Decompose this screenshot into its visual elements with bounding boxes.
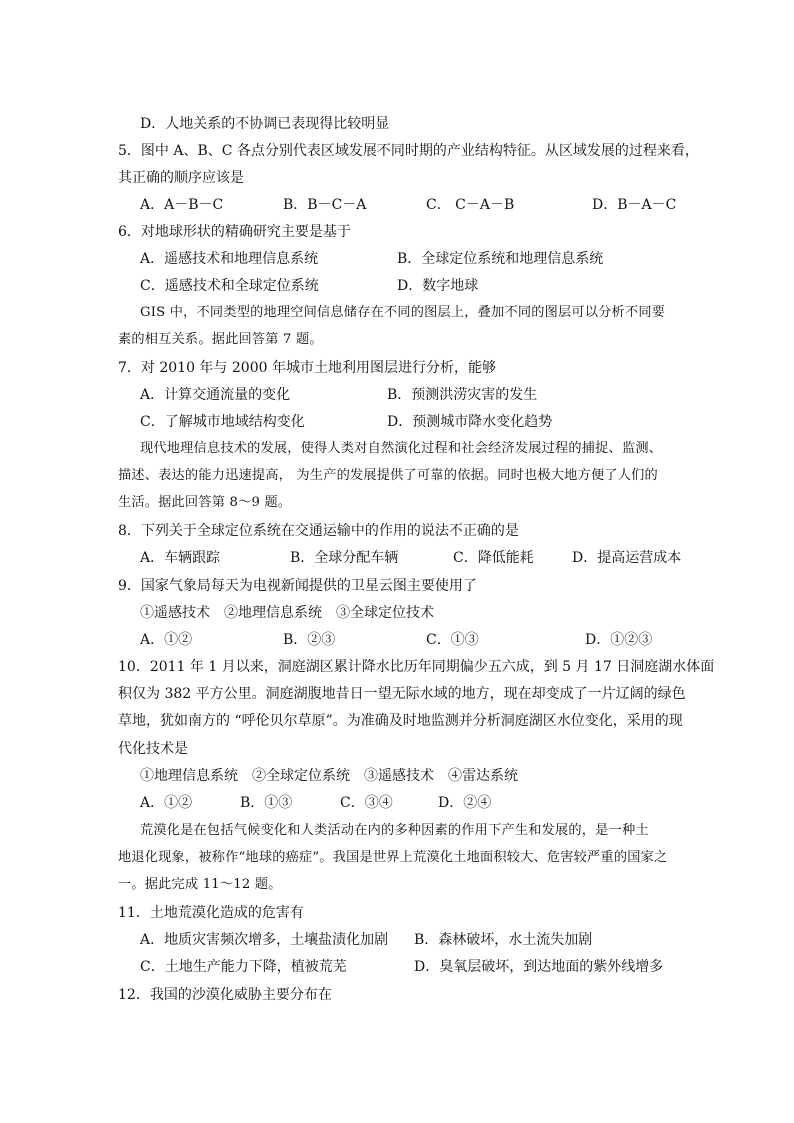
q8-option-d: D．提高运营成本 <box>572 550 682 566</box>
q10-option-a: A．①② <box>140 795 193 811</box>
q9-option-d: D．①②③ <box>585 632 653 648</box>
passage-desert-line3: 一。据此完成 11～12 题。 <box>118 877 282 892</box>
passage-tech-line2: 描述、表达的能力迅速提高， 为生产的发展提供了可靠的依据。同时也极大地方便了人们的 <box>118 468 658 483</box>
q6-option-d: D．数字地球 <box>397 278 479 294</box>
q8-option-a: A．车辆跟踪 <box>140 550 221 566</box>
q11-option-d: D．臭氧层破坏，到达地面的紫外线增多 <box>414 959 664 975</box>
passage-tech-line3: 生活。据此回答第 8～9 题。 <box>118 495 292 510</box>
q10-option-d: D．②④ <box>438 795 492 811</box>
q10-option-c: C．③④ <box>340 795 393 811</box>
q11-option-c: C．土地生产能力下降，植被荒芜 <box>140 959 347 975</box>
q9-option-c: C．①③ <box>426 632 479 648</box>
q7-stem: 7．对 2010 年与 2000 年城市土地利用图层进行分析，能够 <box>118 360 496 376</box>
q10-stem-line3: 草地，犹如南方的 “呼伦贝尔草原”。为准确及时地监测并分析洞庭湖区水位变化，采用的现 <box>118 713 683 729</box>
q10-stem-line4: 代化技术是 <box>118 741 188 757</box>
q9-option-b: B．②③ <box>283 632 336 648</box>
q11-stem: 11．土地荒漠化造成的危害有 <box>118 905 304 921</box>
q8-stem: 8．下列关于全球定位系统在交通运输中的作用的说法不正确的是 <box>118 523 519 539</box>
q11-option-b: B．森林破坏，水土流失加剧 <box>414 932 593 948</box>
passage-gis-line2: 素的相互关系。据此回答第 7 题。 <box>118 332 323 347</box>
q5-option-d: D．B－A－C <box>592 197 677 213</box>
q5-stem-line2: 其正确的顺序应该是 <box>118 170 244 186</box>
q10-option-b: B．①③ <box>240 795 293 811</box>
q5-option-b: B．B－C－A <box>283 197 367 213</box>
q9-items: ①遥感技术 ②地理信息系统 ③全球定位技术 <box>140 605 434 621</box>
q7-option-c: C．了解城市地域结构变化 <box>140 414 305 430</box>
q6-option-b: B．全球定位系统和地理信息系统 <box>397 251 604 267</box>
q5-stem-line1: 5．图中 A、B、C 各点分别代表区域发展不同时期的产业结构特征。从区域发展的过程来看， <box>118 143 699 159</box>
passage-tech-line1: 现代地理信息技术的发展，使得人类对自然演化过程和社会经济发展过程的捕捉、监测、 <box>140 441 663 456</box>
q6-option-c: C．遥感技术和全球定位系统 <box>140 278 319 294</box>
q6-stem: 6．对地球形状的精确研究主要是基于 <box>118 224 351 240</box>
q8-option-c: C．降低能耗 <box>453 550 534 566</box>
q10-items: ①地理信息系统 ②全球定位系统 ③遥感技术 ④雷达系统 <box>140 768 518 784</box>
q8-option-b: B．全球分配车辆 <box>290 550 399 566</box>
q6-option-a: A．遥感技术和地理信息系统 <box>140 251 319 267</box>
passage-desert-line1: 荒漠化是在包括气候变化和人类活动在内的多种因素的作用下产生和发展的，是一种土 <box>140 823 649 838</box>
q7-option-d: D．预测城市降水变化趋势 <box>387 414 553 430</box>
q10-stem-line2: 积仅为 382 平方公里。洞庭湖腹地昔日一望无际水域的地方，现在却变成了一片辽阔的绿色 <box>118 686 686 702</box>
q9-stem: 9．国家气象局每天为电视新闻提供的卫星云图主要使用了 <box>118 578 477 594</box>
q5-option-c: C． C－A－B <box>426 197 515 213</box>
q7-option-b: B．预测洪涝灾害的发生 <box>387 387 538 403</box>
q12-stem: 12．我国的沙漠化威胁主要分布在 <box>118 987 332 1003</box>
passage-gis-line1: GIS 中，不同类型的地理空间信息储存在不同的图层上，叠加不同的图层可以分析不同要 <box>140 305 666 320</box>
q5-option-a: A．A－B－C <box>140 197 224 213</box>
passage-desert-line2: 地退化现象，被称作“地球的癌症”。我国是世界上荒漠化土地面积较大、危害较严重的国家之 <box>118 850 668 865</box>
q4-option-d: D．人地关系的不协调已表现得比较明显 <box>140 116 390 132</box>
q7-option-a: A．计算交通流量的变化 <box>140 387 291 403</box>
q9-option-a: A．①② <box>140 632 193 648</box>
q11-option-a: A．地质灾害频次增多，土壤盐渍化加剧 <box>140 932 389 948</box>
q10-stem-line1: 10．2011 年 1 月以来，洞庭湖区累计降水比历年同期偏少五六成，到 5 月 17 日洞庭湖水体面 <box>118 659 715 675</box>
